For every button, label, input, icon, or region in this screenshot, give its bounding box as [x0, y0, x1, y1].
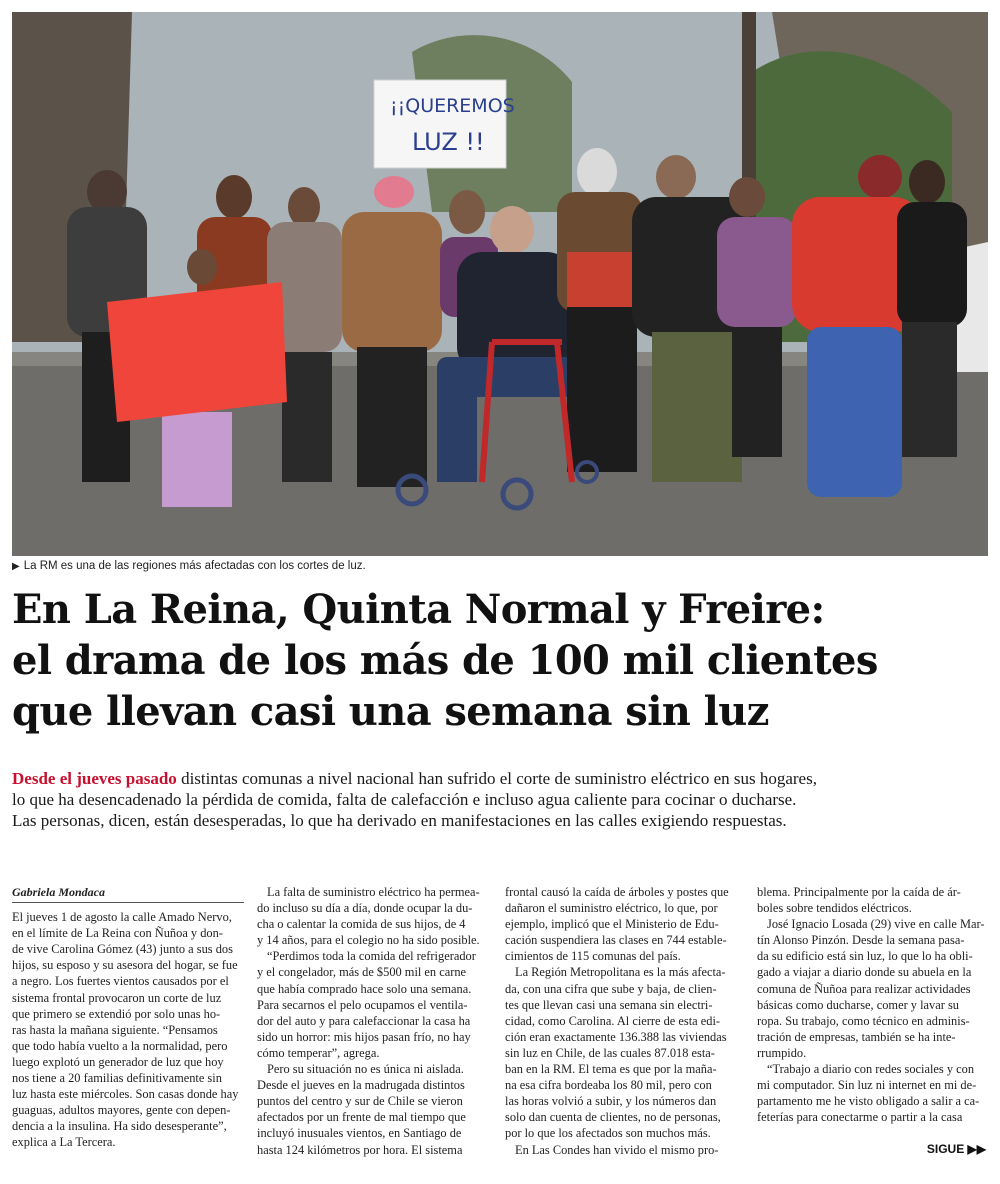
column-2-text — [257, 884, 489, 1158]
text-line: básicas como ducharse, comer y lavar su — [757, 997, 959, 1012]
text-line: sistema frontal provocaron un corte de luz — [12, 990, 222, 1005]
text-line: rrumpido. — [757, 1045, 807, 1060]
column-4-text — [757, 884, 989, 1125]
text-line: cidad, como Carolina. Al cierre de esta edi- — [505, 1013, 721, 1028]
text-line: ban en la RM. El tema es que por la maña- — [505, 1062, 717, 1077]
text-line: las horas volvió a subir, y los números dan — [505, 1094, 717, 1109]
text-line: nos tiene a 20 familias definitivamente sin — [12, 1071, 222, 1086]
text-line: ropa. Su trabajo, como técnico en adminis- — [757, 1013, 970, 1028]
article-column-3 — [505, 884, 737, 1158]
svg-text:¡¡QUEREMOS: ¡¡QUEREMOS — [390, 95, 515, 117]
text-line: cimientos de 115 comunas del país. — [505, 949, 681, 964]
text-line: partamento me he visto obligado a salir a ca- — [757, 1094, 980, 1109]
text-line: a negro. Los fuertes vientos causados por el — [12, 974, 229, 989]
text-line: dencia a la insulina. Ha sido desesperante”, — [12, 1119, 227, 1134]
text-line: “Perdimos toda la comida del refrigerador — [267, 949, 476, 964]
text-line: blema. Principalmente por la caída de ár- — [757, 885, 961, 899]
text-line: frontal causó la caída de árboles y postes que — [505, 885, 729, 899]
text-line: que había comprado hace solo una semana. — [257, 981, 472, 996]
article-column-4 — [757, 884, 989, 1125]
text-line: El jueves 1 de agosto la calle Amado Nervo, — [12, 910, 232, 925]
text-line: tín Alonso Pinzón. Desde la semana pasa- — [757, 933, 965, 948]
text-line: cación suspendiera las clases en 744 estable- — [505, 933, 727, 948]
text-line: explica a La Tercera. — [12, 1135, 116, 1150]
text-line: puntos del centro y sur de Chile se vieron — [257, 1094, 463, 1109]
text-line: hijos, su esposo y su asesora del hogar, se fue — [12, 958, 238, 973]
text-line: hasta 124 kilómetros por hora. El sistema — [257, 1142, 463, 1157]
lead-line-2: lo que ha desencadenado la pérdida de comida, falta de calefacción e incluso agua caliente para cocinar o ducharse. — [12, 790, 797, 809]
text-line: na esa cifra bordeaba los 80 mil, pero con — [505, 1078, 712, 1093]
text-line: solo dan cuenta de clientes, no de personas, — [505, 1110, 721, 1125]
text-line: ejemplo, implicó que el Ministerio de Edu- — [505, 917, 719, 932]
text-line: da, con una cifra que sube y baja, de clien- — [505, 981, 717, 996]
svg-text:LUZ !!: LUZ !! — [412, 128, 485, 156]
text-line: luz hasta este miércoles. Son casas donde hay — [12, 1087, 239, 1102]
lead-paragraph — [12, 768, 992, 831]
text-line: La Región Metropolitana es la más afecta- — [515, 965, 726, 980]
text-line: feterías para conectarme o partir a la casa — [757, 1110, 963, 1125]
text-line: sido un horror: mis hijos pasan frío, no hay — [257, 1029, 471, 1044]
text-line: dañaron el suministro eléctrico, lo que, por — [505, 901, 718, 916]
text-line: comuna de Ñuñoa para realizar actividades — [757, 981, 971, 996]
lead-line-3: Las personas, dicen, están desesperadas, lo que ha derivado en manifestaciones en las calles exigiendo respuestas. — [12, 811, 787, 830]
article-column-1 — [12, 884, 244, 1151]
text-line: tración de empresas, también se ha inte- — [757, 1029, 956, 1044]
text-line: ras hasta la mañana siguiente. “Pensamos — [12, 1022, 218, 1037]
text-line: guaguas, adultos mayores, gente con depen- — [12, 1103, 231, 1118]
article-photo — [12, 12, 988, 556]
text-line: tes que llevan casi una semana sin electri- — [505, 997, 713, 1012]
text-line: que todo había vuelto a la normalidad, pero — [12, 1038, 228, 1053]
continue-label: SIGUE ▶▶ — [926, 1142, 986, 1156]
text-line: dor del auto y para calefaccionar la casa ha — [257, 1013, 471, 1028]
text-line: cha o calentar la comida de sus hijos, de 4 — [257, 917, 466, 932]
text-line: cómo temperar”, agrega. — [257, 1045, 380, 1060]
text-line: La falta de suministro eléctrico ha permea- — [267, 885, 480, 899]
text-line: de vive Carolina Gómez (43) junto a sus dos — [12, 942, 233, 957]
caption-marker-icon: ▶ — [12, 561, 20, 572]
text-line: y 14 años, para el colegio no ha sido posible. — [257, 933, 480, 948]
byline: Gabriela Mondaca — [12, 884, 244, 903]
headline-line-1: En La Reina, Quinta Normal y Freire: — [12, 586, 825, 633]
headline — [12, 584, 992, 737]
text-line: gado a viajar a diario donde su abuela en la — [757, 965, 972, 980]
text-line: ción eran exactamente 136.388 las viviendas — [505, 1029, 727, 1044]
text-line: incluyó inusuales vientos, en Santiago de — [257, 1126, 462, 1141]
text-line: afectados por un frente de mal tiempo que — [257, 1110, 466, 1125]
column-3-text — [505, 884, 737, 1158]
text-line: en el límite de La Reina con Ñuñoa y don- — [12, 926, 223, 941]
text-line: y el congelador, más de $500 mil en carne — [257, 965, 467, 980]
text-line: da su edificio está sin luz, lo que lo ha obli- — [757, 949, 973, 964]
text-line: José Ignacio Losada (29) vive en calle Mar- — [767, 917, 985, 932]
headline-line-2: el drama de los más de 100 mil clientes — [12, 637, 878, 684]
text-line: mi computador. Sin luz ni internet en mi de- — [757, 1078, 977, 1093]
text-line: do incluso su día a día, donde ocupar la du- — [257, 901, 473, 916]
text-line: Pero su situación no es única ni aislada. — [267, 1062, 464, 1077]
text-line: que primero se extendió por solo unas ho- — [12, 1006, 221, 1021]
text-line: sin luz en Chile, de las cuales 87.018 esta- — [505, 1045, 715, 1060]
text-line: luego explotó un generador de luz que hoy — [12, 1054, 224, 1069]
text-line: En Las Condes han vivido el mismo pro- — [515, 1142, 719, 1157]
text-line: por lo que los afectados son muchos más. — [505, 1126, 711, 1141]
photo-caption — [12, 560, 366, 572]
text-line: Desde el jueves en la madrugada distintos — [257, 1078, 465, 1093]
headline-line-3: que llevan casi una semana sin luz — [12, 688, 769, 735]
caption-text: La RM es una de las regiones más afectadas con los cortes de luz. — [23, 560, 366, 572]
column-1-text — [12, 909, 244, 1150]
article-column-2 — [257, 884, 489, 1158]
text-line: Para secarnos el pelo ocupamos el ventila- — [257, 997, 468, 1012]
lead-line-1: distintas comunas a nivel nacional han sufrido el corte de suministro eléctrico en sus hogares, — [176, 769, 817, 788]
text-line: boles sobre tendidos eléctricos. — [757, 901, 912, 916]
lead-highlight: Desde el jueves pasado — [12, 769, 177, 788]
text-line: “Trabajo a diario con redes sociales y con — [767, 1062, 975, 1077]
